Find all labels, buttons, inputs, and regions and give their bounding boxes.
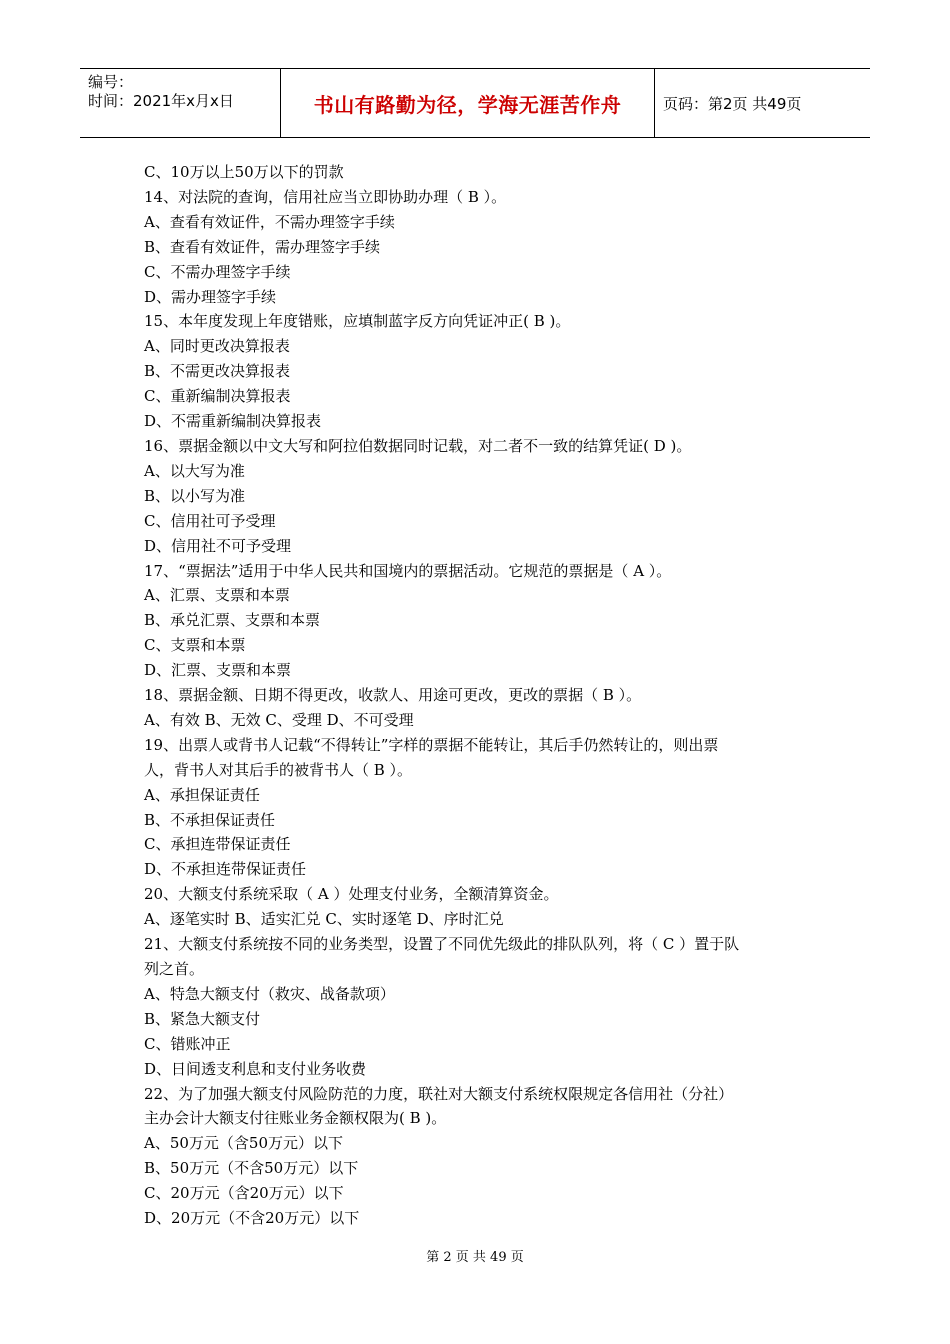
document-time-label: 时间：2021年x月x日 <box>88 92 234 110</box>
page-header <box>80 68 870 138</box>
text-line: D、汇票、支票和本票 <box>144 661 292 680</box>
text-line: A、承担保证责任 <box>144 785 260 804</box>
text-line: D、不承担连带保证责任 <box>144 860 307 879</box>
header-motto: 书山有路勤为径，学海无涯苦作舟 <box>313 92 622 117</box>
header-meta <box>80 69 281 137</box>
text-line: 人，背书人对其后手的被背书人（ B ）。 <box>144 760 413 779</box>
text-line: B、紧急大额支付 <box>144 1009 261 1028</box>
text-line: C、20万元（含20万元）以下 <box>144 1184 344 1203</box>
text-line: A、查看有效证件，不需办理签字手续 <box>144 212 395 231</box>
text-line: D、日间透支利息和支付业务收费 <box>144 1059 367 1078</box>
text-line: 主办会计大额支付往账业务金额权限为( B )。 <box>144 1109 447 1128</box>
text-line: C、信用社可予受理 <box>144 511 276 530</box>
text-line: A、有效 B、无效 C、受理 D、不可受理 <box>144 710 414 729</box>
text-line: 17、“票据法”适用于中华人民共和国境内的票据活动。它规范的票据是（ A ）。 <box>144 561 672 580</box>
text-line: B、以小写为准 <box>144 486 246 505</box>
document-body <box>144 160 812 1231</box>
text-line: C、支票和本票 <box>144 636 246 655</box>
text-line: C、10万以上50万以下的罚款 <box>144 163 344 181</box>
text-line: D、信用社不可予受理 <box>144 536 292 555</box>
text-line: 15、本年度发现上年度错账，应填制蓝字反方向凭证冲正( B )。 <box>144 312 571 331</box>
text-line: 14、对法院的查询，信用社应当立即协助办理（ B ）。 <box>144 187 507 206</box>
header-page-info: 页码：第2页 共49页 <box>663 94 802 113</box>
text-line: 18、票据金额、日期不得更改，收款人、用途可更改，更改的票据（ B ）。 <box>144 686 642 705</box>
text-line: B、不需更改决算报表 <box>144 362 291 381</box>
text-line: 列之首。 <box>144 960 205 978</box>
text-line: D、需办理签字手续 <box>144 287 277 306</box>
text-line: 20、大额支付系统采取（ A ）处理支付业务，全额清算资金。 <box>144 885 559 904</box>
page-footer: 第 2 页 共 49 页 <box>426 1250 524 1265</box>
text-line: A、汇票、支票和本票 <box>144 586 290 605</box>
text-line: 16、票据金额以中文大写和阿拉伯数据同时记载，对二者不一致的结算凭证( D )。 <box>144 436 692 455</box>
text-line: C、重新编制决算报表 <box>144 387 291 406</box>
text-line: 21、大额支付系统按不同的业务类型，设置了不同优先级此的排队队列，将（ C ）置于队 <box>144 935 740 954</box>
text-line: 19、出票人或背书人记载“不得转让”字样的票据不能转让，其后手仍然转让的，则出票 <box>144 735 719 754</box>
document-number-label: 编号： <box>88 73 134 91</box>
text-line: A、同时更改决算报表 <box>144 337 290 356</box>
text-line: B、50万元（不含50万元）以下 <box>144 1159 359 1178</box>
text-line: C、错账冲正 <box>144 1034 231 1053</box>
text-line: C、承担连带保证责任 <box>144 835 291 854</box>
text-line: A、50万元（含50万元）以下 <box>144 1134 344 1153</box>
text-line: A、以大写为准 <box>144 461 245 480</box>
text-line: D、20万元（不含20万元）以下 <box>144 1209 360 1228</box>
text-line: 22、为了加强大额支付风险防范的力度，联社对大额支付系统权限规定各信用社（分社） <box>144 1084 734 1103</box>
text-line: A、逐笔实时 B、适实汇兑 C、实时逐笔 D、序时汇兑 <box>144 910 504 929</box>
text-line: C、不需办理签字手续 <box>144 262 291 281</box>
text-line: B、承兑汇票、支票和本票 <box>144 611 321 630</box>
text-line: D、不需重新编制决算报表 <box>144 412 322 431</box>
text-line: B、不承担保证责任 <box>144 810 276 829</box>
text-line: B、查看有效证件，需办理签字手续 <box>144 237 381 256</box>
text-line: A、特急大额支付（救灾、战备款项） <box>144 984 395 1003</box>
header-motto-cell <box>281 69 655 137</box>
